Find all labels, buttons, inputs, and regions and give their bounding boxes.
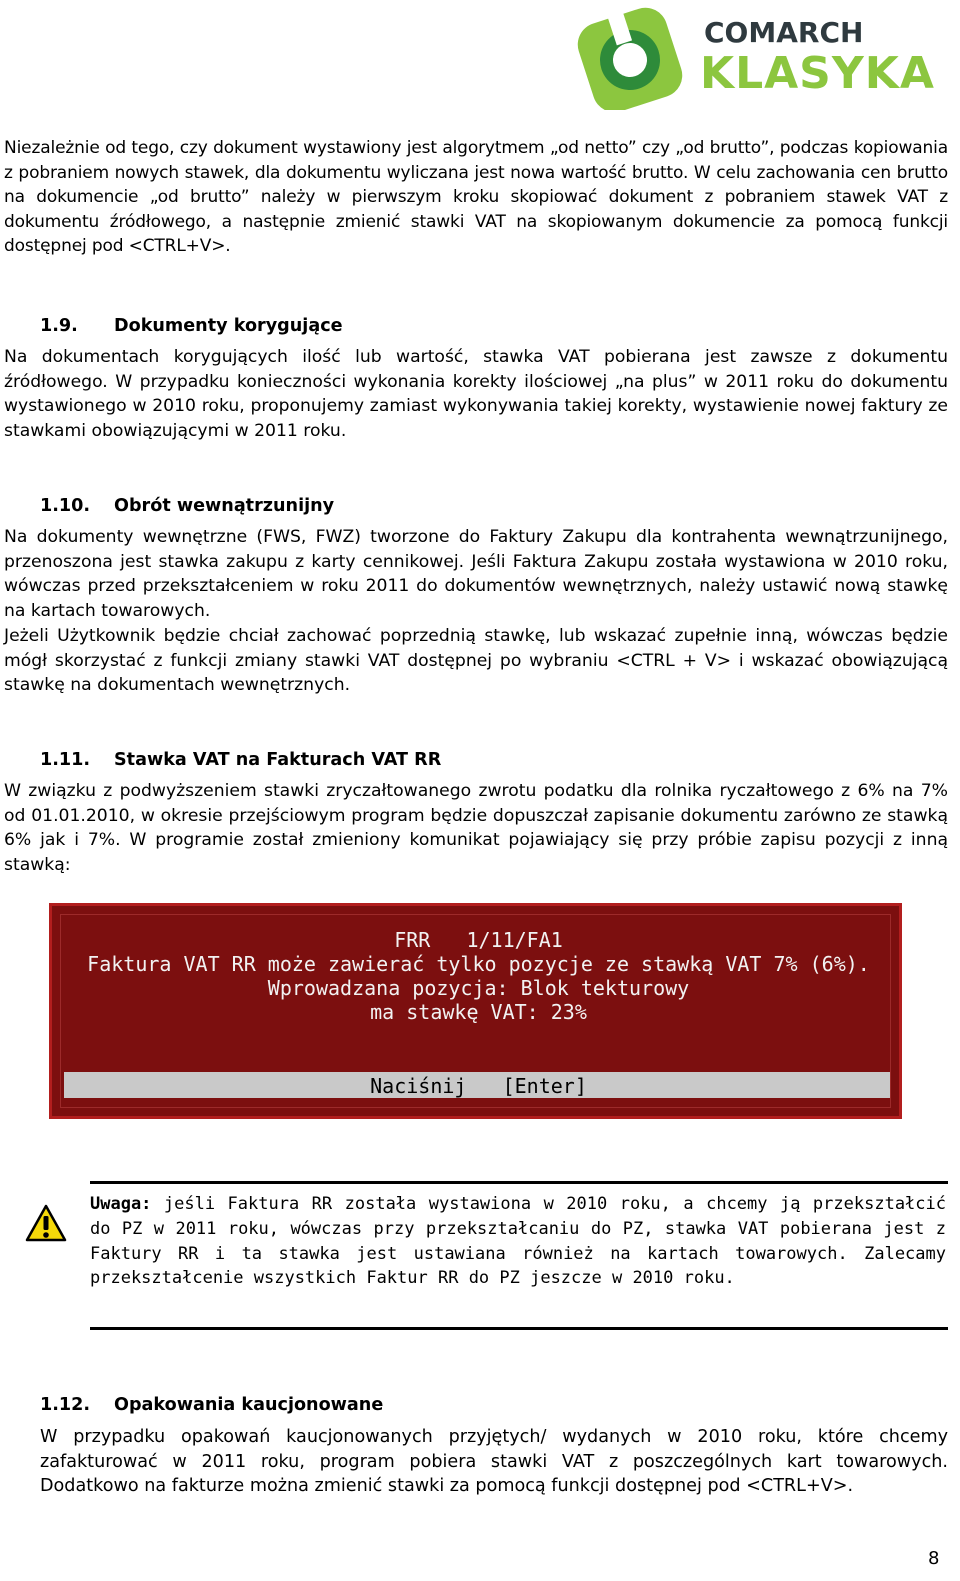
logo-text-klasyka: KLASYKA xyxy=(700,48,935,99)
section-1-12-paragraph: W przypadku opakowań kaucjonowanych przyjętych/ wydanych w 2010 roku, które chcemy zafakturować w 2011 roku, program pobiera stawki VAT z poszczególnych kart towarowych. Dodatkowo na fakturze można zmienić stawki za pomocą funkcji dostępnej pod <CTRL+V>. xyxy=(40,1427,948,1497)
note-text: jeśli Faktura RR została wystawiona w 2010 roku, a chcemy ją przekształcić do PZ w 2011 roku, wówczas przy przekształcaniu do PZ, stawka VAT pobierana jest z Faktury RR i ta stawka jest ustawiana również na kartach towarowych. Zalecamy przekształcenie wszystkich Faktur RR do PZ jeszcze w 2010 roku. xyxy=(90,1194,946,1289)
dialog-enter-button[interactable]: Naciśnij [Enter] xyxy=(370,1074,587,1098)
dialog-document-line: FRR 1/11/FA1 xyxy=(394,928,563,952)
note-bottom-rule xyxy=(90,1327,948,1330)
warning-icon xyxy=(25,1203,67,1243)
section-heading-1-10 xyxy=(40,494,335,518)
page-number: 8 xyxy=(928,1548,940,1569)
dialog-item-line: Wprowadzana pozycja: Blok tekturowy xyxy=(267,976,690,1000)
section-number: 1.12. xyxy=(40,1395,91,1415)
vat-rr-warning-dialog xyxy=(49,903,902,1119)
comarch-klasyka-logo xyxy=(568,6,935,110)
logo-text-comarch: COMARCH xyxy=(704,16,864,49)
section-1-10-paragraph-1: Na dokumenty wewnętrzne (FWS, FWZ) tworzone do Faktury Zakupu dla kontrahenta wewnątrzunijnego, przenoszona jest stawka zakupu z karty cennikowej. Jeśli Faktura Zakupu została wystawiona w 2010 roku, wówczas przed przekształceniem w roku 2011 do dokumentów wewnętrznych, należy ustawić nową stawkę na kartach towarowych. xyxy=(4,527,948,621)
section-heading-1-9 xyxy=(40,314,343,338)
section-heading-1-11 xyxy=(40,748,442,772)
section-title: Dokumenty korygujące xyxy=(114,316,343,336)
intro-paragraph: Niezależnie od tego, czy dokument wystawiony jest algorytmem „od netto” czy „od brutto”, podczas kopiowania z pobraniem nowych stawek, dla dokumentu wyliczana jest nowa wartość brutto. W celu zachowania cen brutto na dokumencie „od brutto” należy w pierwszym kroku skopiować dokument z pobraniem stawek VAT z dokumentu źródłowego, a następnie zmienić stawki VAT na skopiowanym dokumencie za pomocą funkcji dostępnej pod <CTRL+V>. xyxy=(4,138,948,257)
note-label: Uwaga: xyxy=(90,1194,152,1214)
section-number: 1.10. xyxy=(40,496,91,516)
section-title: Opakowania kaucjonowane xyxy=(114,1395,384,1415)
note-top-rule xyxy=(90,1181,948,1184)
logo-mark-icon xyxy=(568,6,698,110)
section-heading-1-12 xyxy=(40,1393,384,1417)
section-1-10-paragraph-2: Jeżeli Użytkownik będzie chciał zachować poprzednią stawkę, lub wskazać zupełnie inną, wówczas będzie mógł skorzystać z funkcji zmiany stawki VAT dostępnej po wybraniu <CTRL + V> i wskazać obowiązującą stawkę na dokumentach wewnętrznych. xyxy=(4,626,948,696)
section-number: 1.9. xyxy=(40,316,78,336)
section-1-11-paragraph: W związku z podwyższeniem stawki zryczałtowanego zwrotu podatku dla rolnika ryczałtowego z 6% na 7% od 01.01.2010, w okresie przejściowym program będzie dopuszczał zapisanie dokumentu zarówno ze stawką 6% jak i 7%. W programie został zmieniony komunikat pojawiający się przy próbie zapisu pozycji z inną stawką: xyxy=(4,781,948,875)
section-title: Stawka VAT na Fakturach VAT RR xyxy=(114,750,442,770)
section-number: 1.11. xyxy=(40,750,91,770)
dialog-message-line: Faktura VAT RR może zawierać tylko pozycje ze stawką VAT 7% (6%). xyxy=(87,952,870,976)
section-title: Obrót wewnątrzunijny xyxy=(114,496,335,516)
dialog-rate-line: ma stawkę VAT: 23% xyxy=(370,1000,587,1024)
section-1-9-paragraph: Na dokumentach korygujących ilość lub wartość, stawka VAT pobierana jest zawsze z dokumentu źródłowego. W przypadku konieczności wykonania korekty ilościowej „na plus” w 2011 roku do dokumentu wystawionego w 2010 roku, proponujemy zamiast wykonywania takiej korekty, wystawienie nowej faktury ze stawkami obowiązującymi w 2011 roku. xyxy=(4,347,948,441)
warning-note xyxy=(90,1192,946,1291)
